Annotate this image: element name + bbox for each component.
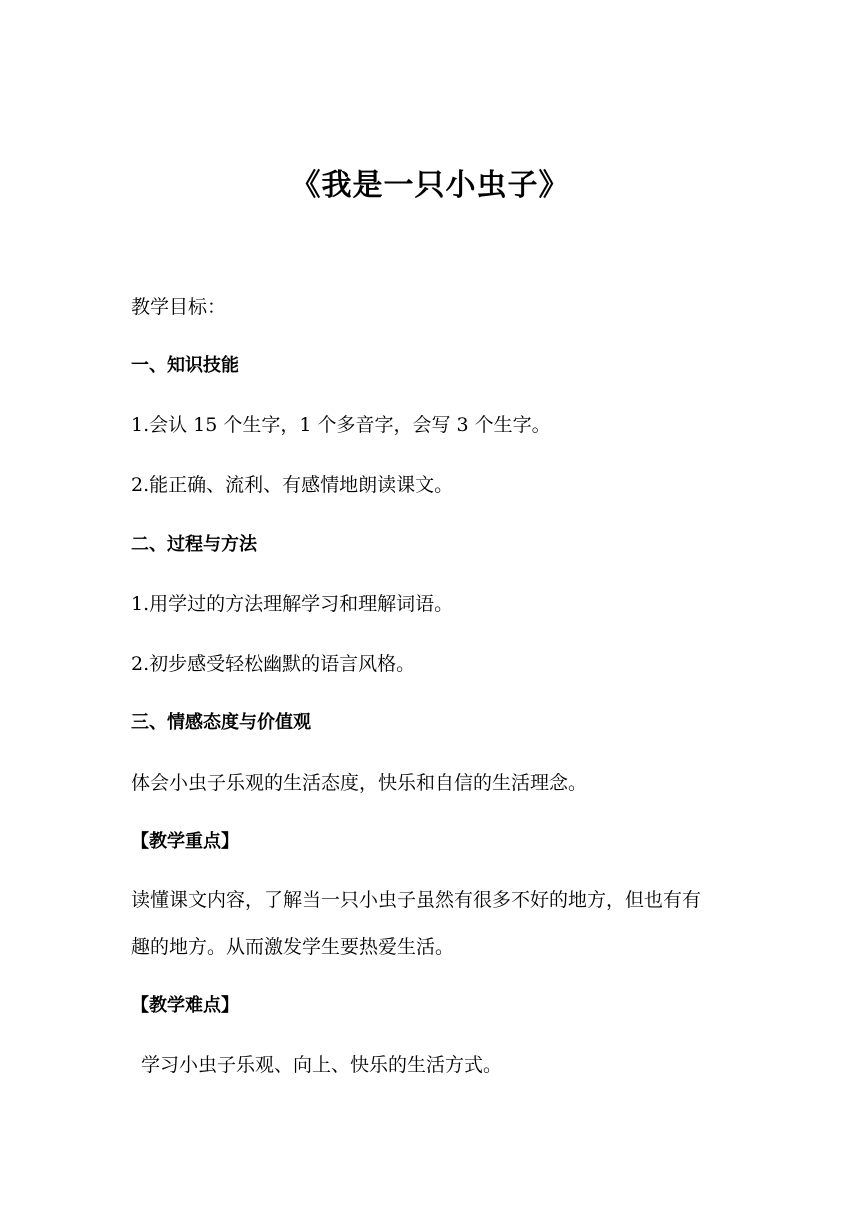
section-heading-attitude: 三、情感态度与价值观 xyxy=(131,712,311,733)
key-points-heading: 【教学重点】 xyxy=(131,831,239,852)
difficult-points-heading: 【教学难点】 xyxy=(131,995,239,1016)
objective-item: 2.初步感受轻松幽默的语言风格。 xyxy=(131,653,416,675)
difficult-points-text: 学习小虫子乐观、向上、快乐的生活方式。 xyxy=(141,1054,503,1076)
section-heading-process: 二、过程与方法 xyxy=(131,534,257,555)
document-title: 《我是一只小虫子》 xyxy=(290,168,570,203)
section-heading-knowledge: 一、知识技能 xyxy=(131,355,239,376)
objective-item: 1.会认 15 个生字，1 个多音字，会写 3 个生字。 xyxy=(131,414,551,436)
objective-item: 2.能正确、流利、有感情地朗读课文。 xyxy=(131,474,454,496)
key-points-line: 读懂课文内容，了解当一只小虫子虽然有很多不好的地方，但也有有 xyxy=(131,889,702,911)
objectives-label: 教学目标： xyxy=(131,296,227,318)
objective-item: 1.用学过的方法理解学习和理解词语。 xyxy=(131,593,454,615)
attitude-text: 体会小虫子乐观的生活态度，快乐和自信的生活理念。 xyxy=(131,772,588,794)
key-points-line: 趣的地方。从而激发学生要热爱生活。 xyxy=(131,936,455,958)
